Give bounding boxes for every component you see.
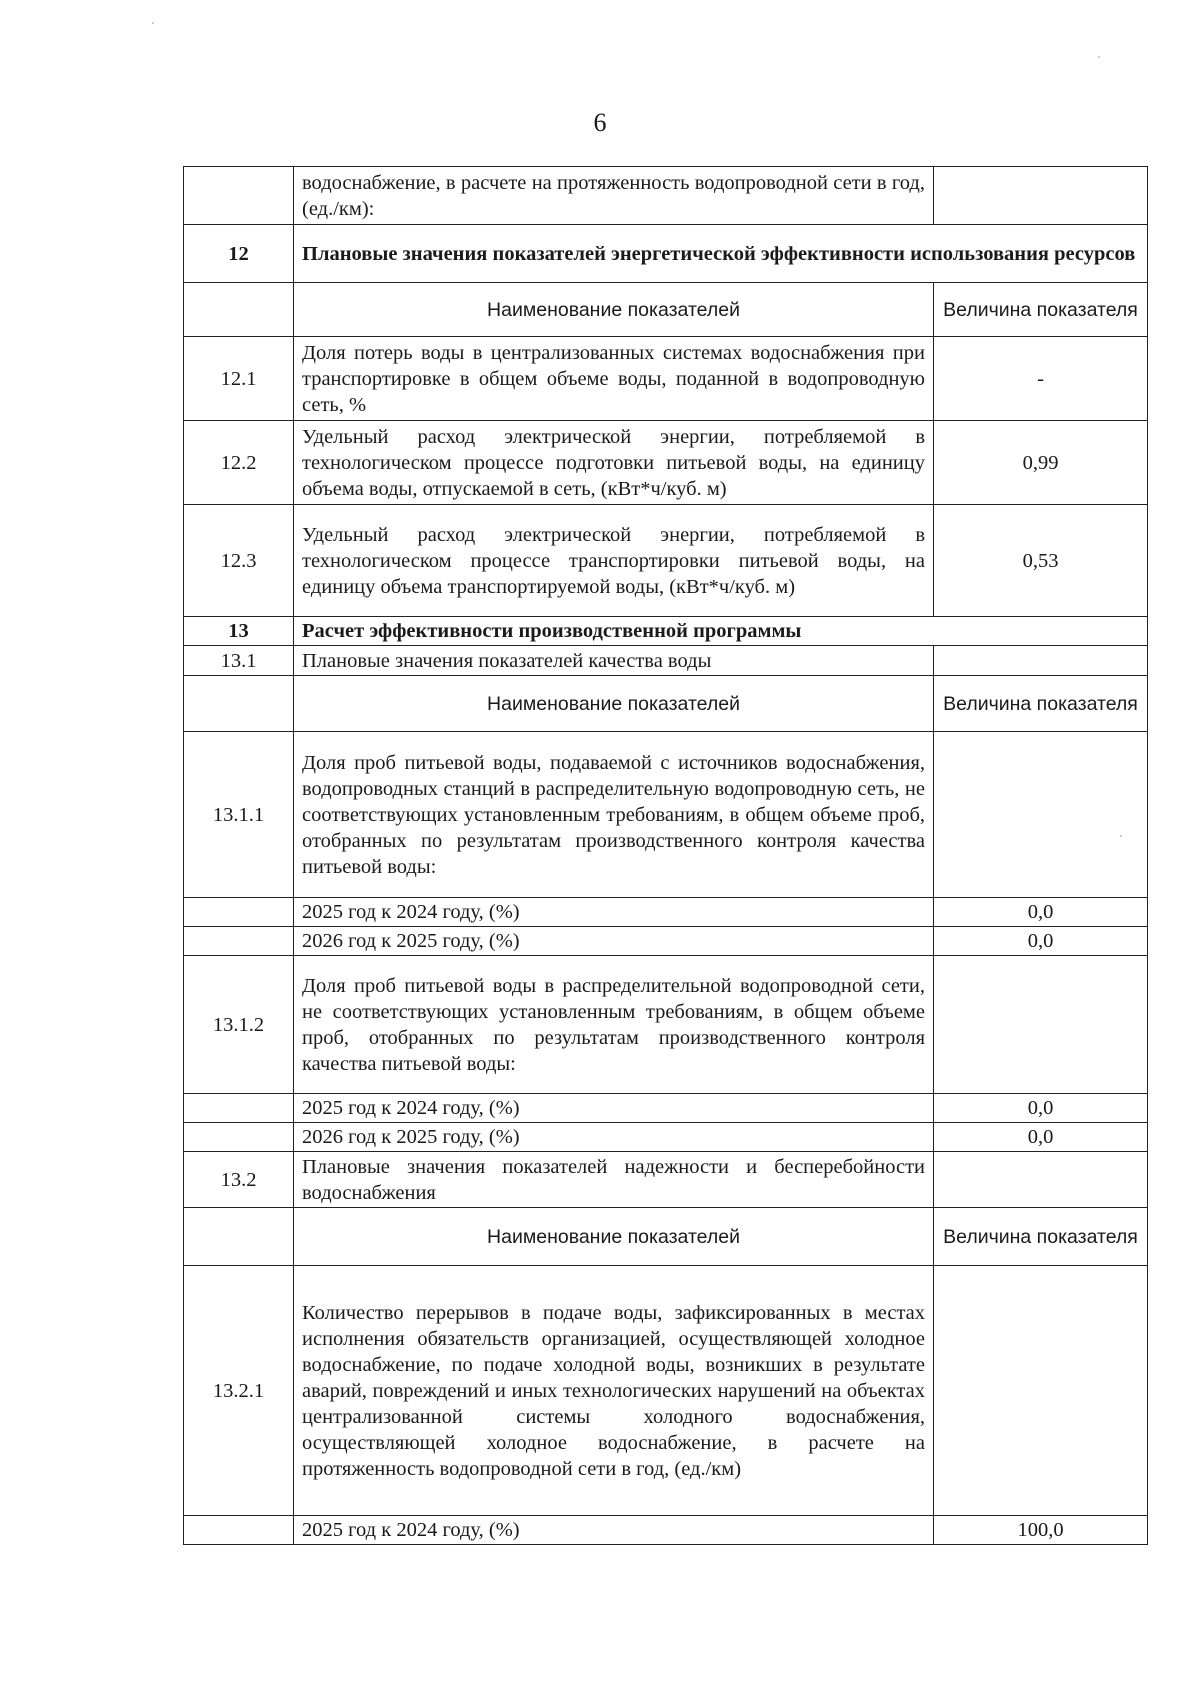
row-number-cell bbox=[184, 167, 294, 225]
indicator-value bbox=[934, 732, 1148, 898]
table-row bbox=[184, 1123, 1148, 1152]
header-row bbox=[184, 676, 1148, 732]
row-number-cell bbox=[184, 1094, 294, 1123]
indicator-value: 100,0 bbox=[934, 1516, 1148, 1545]
section-row-13 bbox=[184, 617, 1148, 646]
section-title: Расчет эффективности производственной программы bbox=[294, 617, 1148, 646]
table-row bbox=[184, 1516, 1148, 1545]
section-number: 13 bbox=[184, 617, 294, 646]
column-header-name: Наименование показателей bbox=[294, 1208, 934, 1266]
indicator-name: водоснабжение, в расчете на протяженность водопроводной сети в год, (ед./км): bbox=[294, 167, 934, 225]
indicator-name: Доля потерь воды в централизованных системах водоснабжения при транспортировке в общем объеме воды, поданной в водопроводную сеть, % bbox=[294, 337, 934, 421]
row-number: 13.1 bbox=[184, 646, 294, 676]
table-row bbox=[184, 898, 1148, 927]
table-row bbox=[184, 927, 1148, 956]
column-header-name: Наименование показателей bbox=[294, 283, 934, 337]
scan-speck bbox=[1098, 56, 1100, 58]
indicators-table bbox=[183, 166, 1148, 1545]
row-number-cell bbox=[184, 1516, 294, 1545]
indicator-name: Доля проб питьевой воды, подаваемой с источников водоснабжения, водопроводных станций в распределительную водопроводную сеть, не соответствующих установленным требованиям, в общем объеме проб, отобранных по результатам производственного контроля качества питьевой воды: bbox=[294, 732, 934, 898]
indicator-value: 0,99 bbox=[934, 421, 1148, 505]
column-header-value: Величина показателя bbox=[934, 676, 1148, 732]
scan-speck bbox=[1120, 835, 1122, 837]
row-number: 13.2.1 bbox=[184, 1266, 294, 1516]
indicator-name: Доля проб питьевой воды в распределительной водопроводной сети, не соответствующих установленным требованиям, в общем объеме проб, отобранных по результатам производственного контроля качества питьевой воды: bbox=[294, 956, 934, 1094]
row-number: 13.2 bbox=[184, 1152, 294, 1208]
table-row bbox=[184, 646, 1148, 676]
table-row bbox=[184, 421, 1148, 505]
indicator-value: - bbox=[934, 337, 1148, 421]
table-row bbox=[184, 505, 1148, 617]
row-number: 13.1.2 bbox=[184, 956, 294, 1094]
indicator-value: 0,0 bbox=[934, 1123, 1148, 1152]
indicator-period: 2025 год к 2024 году, (%) bbox=[294, 898, 934, 927]
indicator-period: 2025 год к 2024 году, (%) bbox=[294, 1094, 934, 1123]
column-header-value: Величина показателя bbox=[934, 283, 1148, 337]
row-number: 12.3 bbox=[184, 505, 294, 617]
section-number: 12 bbox=[184, 225, 294, 283]
row-number-cell bbox=[184, 676, 294, 732]
indicator-value: 0,0 bbox=[934, 898, 1148, 927]
indicator-period: 2026 год к 2025 году, (%) bbox=[294, 927, 934, 956]
header-row bbox=[184, 283, 1148, 337]
indicator-name: Удельный расход электрической энергии, потребляемой в технологическом процессе транспортировки питьевой воды, на единицу объема транспортируемой воды, (кВт*ч/куб. м) bbox=[294, 505, 934, 617]
indicator-value bbox=[934, 956, 1148, 1094]
indicator-value bbox=[934, 167, 1148, 225]
indicator-name: Плановые значения показателей надежности и бесперебойности водоснабжения bbox=[294, 1152, 934, 1208]
row-number-cell bbox=[184, 283, 294, 337]
scan-speck bbox=[152, 22, 154, 24]
indicator-value: 0,0 bbox=[934, 1094, 1148, 1123]
row-number-cell bbox=[184, 898, 294, 927]
row-number: 13.1.1 bbox=[184, 732, 294, 898]
table-row bbox=[184, 1266, 1148, 1516]
section-row-12 bbox=[184, 225, 1148, 283]
row-number-cell bbox=[184, 927, 294, 956]
indicator-value: 0,0 bbox=[934, 927, 1148, 956]
row-number-cell bbox=[184, 1123, 294, 1152]
table-row bbox=[184, 732, 1148, 898]
table-row bbox=[184, 956, 1148, 1094]
column-header-name: Наименование показателей bbox=[294, 676, 934, 732]
indicator-value: 0,53 bbox=[934, 505, 1148, 617]
table-row bbox=[184, 167, 1148, 225]
table-row bbox=[184, 1094, 1148, 1123]
indicator-period: 2026 год к 2025 году, (%) bbox=[294, 1123, 934, 1152]
indicator-period: 2025 год к 2024 году, (%) bbox=[294, 1516, 934, 1545]
indicator-value bbox=[934, 1152, 1148, 1208]
table-row bbox=[184, 1152, 1148, 1208]
indicator-value bbox=[934, 1266, 1148, 1516]
column-header-value: Величина показателя bbox=[934, 1208, 1148, 1266]
indicator-value bbox=[934, 646, 1148, 676]
section-title: Плановые значения показателей энергетической эффективности использования ресурсов bbox=[294, 225, 1148, 283]
page-number: 6 bbox=[593, 108, 607, 137]
indicator-name: Удельный расход электрической энергии, потребляемой в технологическом процессе подготовки питьевой воды, на единицу объема воды, отпускаемой в сеть, (кВт*ч/куб. м) bbox=[294, 421, 934, 505]
row-number-cell bbox=[184, 1208, 294, 1266]
header-row bbox=[184, 1208, 1148, 1266]
indicator-name: Плановые значения показателей качества воды bbox=[294, 646, 934, 676]
row-number: 12.2 bbox=[184, 421, 294, 505]
row-number: 12.1 bbox=[184, 337, 294, 421]
table-row bbox=[184, 337, 1148, 421]
indicator-name: Количество перерывов в подаче воды, зафиксированных в местах исполнения обязательств организацией, осуществляющей холодное водоснабжение, по подаче холодной воды, возникших в результате аварий, повреждений и иных технологических нарушений на объектах централизованной системы холодного водоснабжения, осуществляющей холодное водоснабжение, в расчете на протяженность водопроводной сети в год, (ед./км) bbox=[294, 1266, 934, 1516]
